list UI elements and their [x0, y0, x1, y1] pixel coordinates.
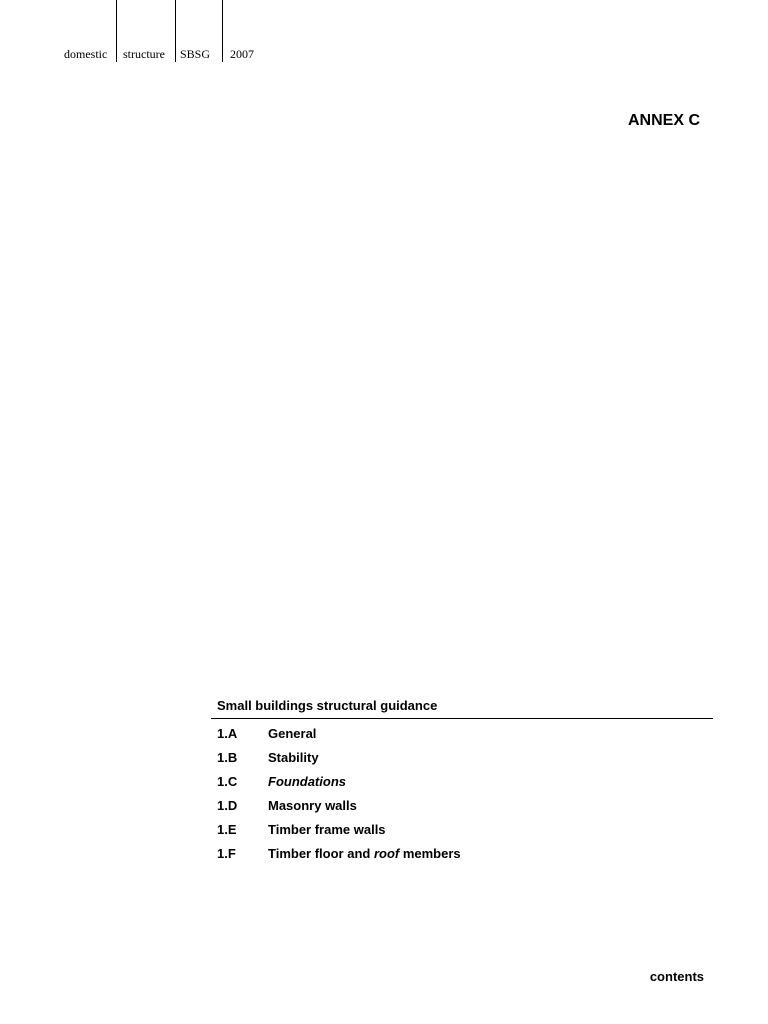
- toc-item[interactable]: [211, 817, 713, 841]
- page-title: ANNEX C: [627, 112, 700, 129]
- toc-item[interactable]: [211, 841, 713, 865]
- toc-item-number: 1.C: [217, 773, 238, 789]
- toc-item-title: General: [268, 725, 317, 741]
- header-tab-sbsg[interactable]: SBSG: [180, 47, 211, 61]
- header-divider: [175, 0, 176, 62]
- header-tab-domestic[interactable]: domestic: [64, 47, 108, 61]
- toc-item-number: 1.D: [217, 797, 238, 813]
- toc-item-title: Timber frame walls: [268, 821, 386, 837]
- toc-item-title: Foundations: [268, 773, 346, 789]
- contents-link[interactable]: contents: [649, 969, 704, 984]
- toc-list: [211, 721, 713, 865]
- toc-item-number: 1.B: [217, 749, 238, 765]
- toc-item-number: 1.A: [217, 725, 238, 741]
- header-tab-structure[interactable]: structure: [123, 47, 165, 61]
- toc-item-title: Stability: [268, 749, 319, 765]
- header-divider: [222, 0, 223, 62]
- header-tab-year[interactable]: 2007: [230, 47, 254, 61]
- table-of-contents: [211, 697, 713, 865]
- toc-item[interactable]: [211, 769, 713, 793]
- toc-item-title: Masonry walls: [268, 797, 357, 813]
- toc-item-title: Timber floor and roof members: [268, 845, 461, 861]
- toc-heading: Small buildings structural guidance: [211, 697, 713, 719]
- toc-item[interactable]: [211, 721, 713, 745]
- toc-item-number: 1.E: [217, 821, 237, 837]
- toc-item-number: 1.F: [217, 845, 236, 861]
- toc-item[interactable]: [211, 793, 713, 817]
- toc-item[interactable]: [211, 745, 713, 769]
- header-divider: [116, 0, 117, 62]
